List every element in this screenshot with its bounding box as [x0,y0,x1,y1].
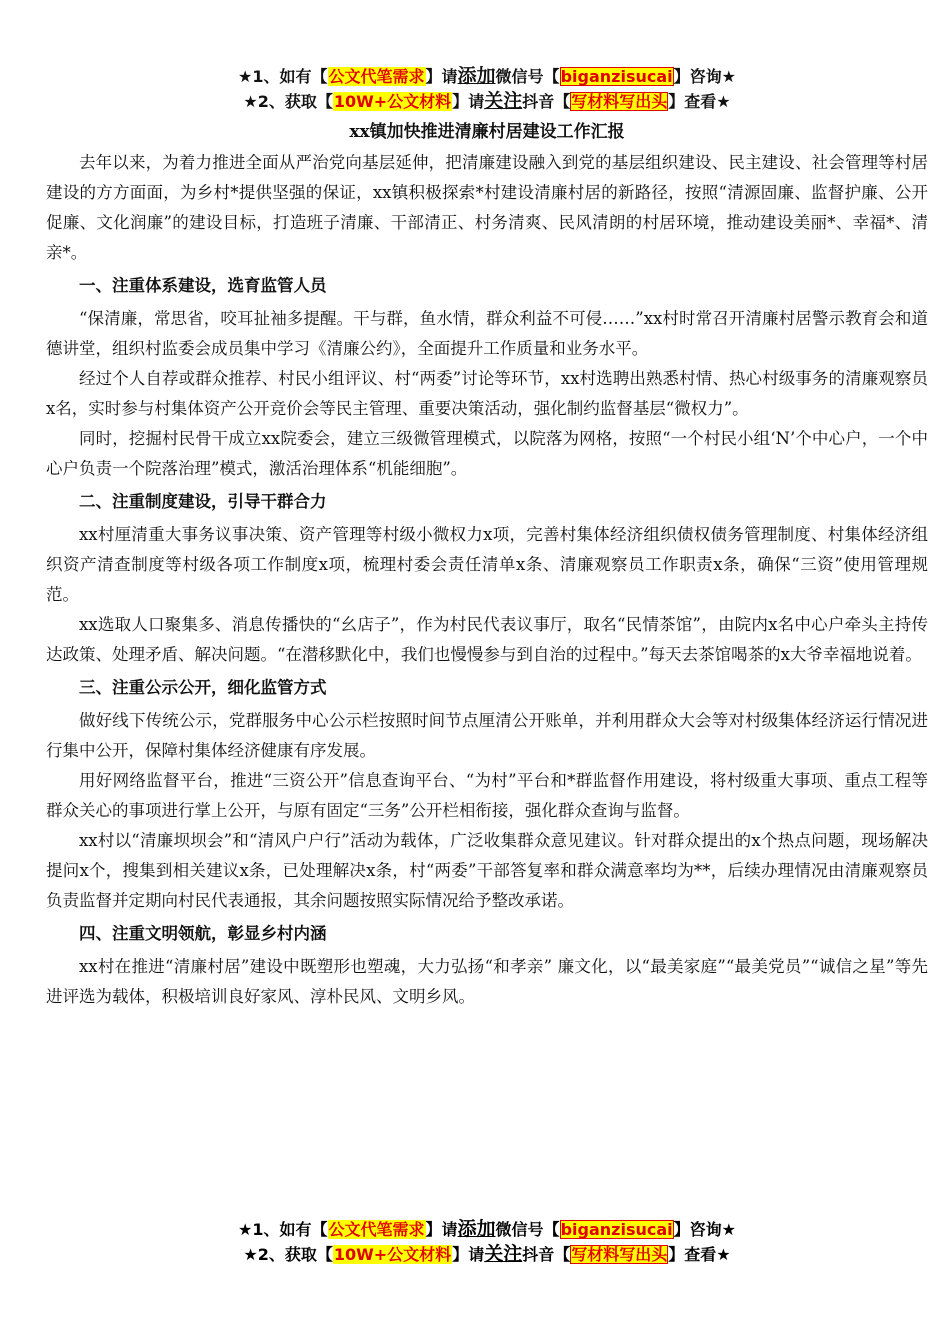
promo-prefix: ★1、如有【 [238,67,328,86]
section-3-paragraph-2: 用好网络监督平台，推进“三资公开”信息查询平台、“为村”平台和*群监督作用建设，将村级重大事项、重点工程等群众关心的事项进行掌上公开，与原有固定“三务”公开栏相衔接，强化群众查询与监督。 [46,771,928,820]
promo-line-2 [46,89,928,114]
section-1-paragraph-3: 同时，挖掘村民骨干成立xx院委会，建立三级微管理模式，以院落为网格，按照“一个村民小组‘N’个中心户，一个中心户负责一个院落治理”模式，激活治理体系“机能细胞”。 [46,429,928,478]
promo-text: 】请 [425,67,458,86]
promo-line-1 [46,64,928,89]
promo-text: 抖音【 [522,92,571,111]
promo-highlight: 公文代笔需求 [328,1220,425,1239]
promo-emphasis: 添加 [457,1218,496,1240]
section-2-paragraph-2: xx选取人口聚集多、消息传播快的“幺店子”，作为村民代表议事厅，取名“民情茶馆”，由院内x名中心户牵头主持传达政策、处理矛盾、解决问题。“在潜移默化中，我们也慢慢参与到自治的过程中。”每天去茶馆喝茶的x大爷幸福地说着。 [46,615,928,664]
promo-douyin-id: 写材料写出头 [571,92,668,111]
section-heading-4: 四、注重文明领航，彰显乡村内涵 [79,924,327,943]
section-4-paragraph-1: xx村在推进“清廉村居”建设中既塑形也塑魂，大力弘扬“和孝亲” 廉文化，以“最美家庭”“最美党员”“诚信之星”等先进评选为载体，积极培训良好家风、淳朴民风、文明乡风。 [46,957,928,1006]
promo-suffix: 】咨询★ [673,67,736,86]
document-title: xx镇加快推进清廉村居建设工作汇报 [349,122,625,142]
promo-wechat-id: biganzisucai [560,1220,673,1239]
section-2-paragraph-1: xx村厘清重大事务议事决策、资产管理等村级小微权力x项，完善村集体经济组织债权债务管理制度、村集体经济组织资产清查制度等村级各项工作制度x项，梳理村委会责任清单x条、清廉观察员工作职责x条，确保“三资”使用管理规范。 [46,525,928,604]
promo-text: 】请 [425,1220,458,1239]
promo-text: 】请 [452,92,485,111]
promo-text: 抖音【 [522,1245,571,1264]
section-heading-2: 二、注重制度建设，引导干群合力 [79,492,327,511]
promo-text: 微信号【 [495,1220,560,1239]
promo-suffix: 】查看★ [668,1245,731,1264]
section-1-paragraph-2: 经过个人自荐或群众推荐、村民小组评议、村“两委”讨论等环节，xx村选聘出熟悉村情、热心村级事务的清廉观察员x名，实时参与村集体资产公开竞价会等民主管理、重要决策活动，强化制约监督基层“微权力”。 [46,369,928,418]
section-heading-3: 三、注重公示公开，细化监管方式 [79,678,327,697]
promo-emphasis: 添加 [457,65,496,87]
promo-prefix: ★2、获取【 [243,92,333,111]
promo-suffix: 】查看★ [668,92,731,111]
section-1-paragraph-1: “保清廉，常思省，咬耳扯袖多提醒。干与群，鱼水情，群众利益不可侵……”xx村时常召开清廉村居警示教育会和道德讲堂，组织村监委会成员集中学习《清廉公约》，全面提升工作质量和业务水平。 [46,309,928,358]
promo-prefix: ★2、获取【 [243,1245,333,1264]
promo-text: 微信号【 [495,67,560,86]
promo-douyin-id: 写材料写出头 [571,1245,668,1264]
promo-emphasis: 关注 [484,1243,523,1265]
promo-text: 】请 [452,1245,485,1264]
promo-highlight: 公文代笔需求 [328,67,425,86]
promo-line-2 [46,1242,928,1267]
promo-emphasis: 关注 [484,90,523,112]
promo-highlight: 10W+公文材料 [333,92,452,111]
promo-header [46,64,928,114]
section-heading-1: 一、注重体系建设，选育监管人员 [79,276,327,295]
promo-prefix: ★1、如有【 [238,1220,328,1239]
promo-line-1 [46,1217,928,1242]
intro-paragraph: 去年以来，为着力推进全面从严治党向基层延伸，把清廉建设融入到党的基层组织建设、民主建设、社会管理等村居建设的方方面面，为乡村*提供坚强的保证，xx镇积极探索*村建设清廉村居的新路径，按照“清源固廉、监督护廉、公开促廉、文化润廉”的建设目标，打造班子清廉、干部清正、村务清爽、民风清朗的村居环境，推动建设美丽*、幸福*、清亲*。 [46,153,928,262]
promo-footer [46,1217,928,1267]
section-3-paragraph-3: xx村以“清廉坝坝会”和“清风户户行”活动为载体，广泛收集群众意见建议。针对群众提出的x个热点问题，现场解决提问x个，搜集到相关建议x条，已处理解决x条，村“两委”干部答复率和群众满意率均为**，后续办理情况由清廉观察员负责监督并定期向村民代表通报，其余问题按照实际情况给予整改承诺。 [46,831,928,910]
section-3-paragraph-1: 做好线下传统公示，党群服务中心公示栏按照时间节点厘清公开账单，并利用群众大会等对村级集体经济运行情况进行集中公开，保障村集体经济健康有序发展。 [46,711,928,760]
promo-highlight: 10W+公文材料 [333,1245,452,1264]
promo-suffix: 】咨询★ [673,1220,736,1239]
promo-wechat-id: biganzisucai [560,67,673,86]
